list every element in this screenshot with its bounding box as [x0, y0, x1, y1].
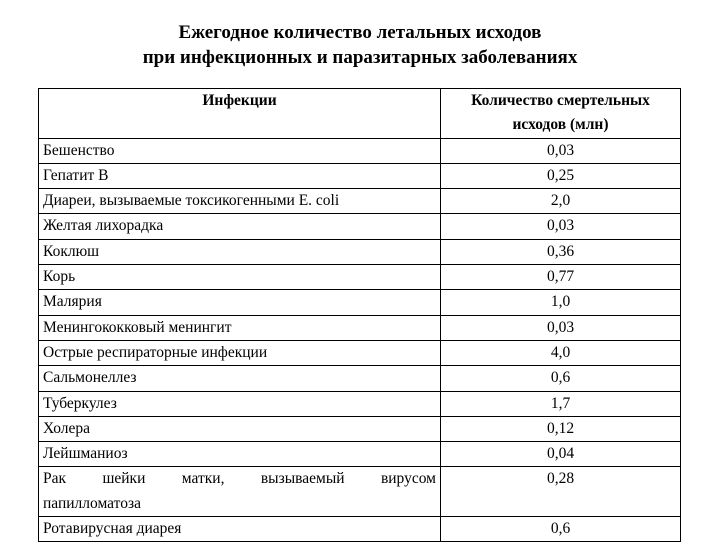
table-row [39, 315, 681, 340]
infection-name: Диареи, вызываемые токсикогенными E. coli [39, 189, 441, 214]
death-count: 1,0 [441, 290, 681, 315]
header-deaths: Количество смертельных исходов (млн) [441, 89, 681, 139]
table-row [39, 416, 681, 441]
death-count: 2,0 [441, 189, 681, 214]
infection-name-line-1: Рак шейки матки, вызываемый вирусом [43, 470, 436, 488]
table-row [39, 290, 681, 315]
infection-name: Гепатит В [39, 163, 441, 188]
death-count: 0,03 [441, 214, 681, 239]
table-row [39, 340, 681, 365]
table-row [39, 442, 681, 467]
table-row [39, 467, 681, 517]
death-count: 0,03 [441, 138, 681, 163]
infection-name: Желтая лихорадка [39, 214, 441, 239]
death-count: 0,36 [441, 239, 681, 264]
death-count: 0,04 [441, 442, 681, 467]
death-count: 0,28 [441, 467, 681, 517]
infection-name [39, 467, 441, 517]
infection-name: Туберкулез [39, 391, 441, 416]
table-row [39, 189, 681, 214]
table-header-row [39, 89, 681, 139]
death-count: 0,12 [441, 416, 681, 441]
death-count: 0,77 [441, 265, 681, 290]
table-row [39, 239, 681, 264]
infection-name: Острые респираторные инфекции [39, 340, 441, 365]
infection-name: Лейшманиоз [39, 442, 441, 467]
death-count: 0,6 [441, 366, 681, 391]
death-count: 1,7 [441, 391, 681, 416]
table-row [39, 265, 681, 290]
table-row [39, 517, 681, 542]
page-title [0, 20, 720, 70]
death-count: 0,03 [441, 315, 681, 340]
death-count: 4,0 [441, 340, 681, 365]
infection-name: Менингококковый менингит [39, 315, 441, 340]
table-row [39, 391, 681, 416]
death-count: 0,25 [441, 163, 681, 188]
infection-name-line-2: папилломатоза [43, 494, 141, 512]
death-count: 0,6 [441, 517, 681, 542]
infection-name: Малярия [39, 290, 441, 315]
infection-name: Корь [39, 265, 441, 290]
infections-table [38, 88, 681, 542]
table-row [39, 366, 681, 391]
table-row [39, 214, 681, 239]
infection-name: Сальмонеллез [39, 366, 441, 391]
infection-name: Бешенство [39, 138, 441, 163]
infection-name: Ротавирусная диарея [39, 517, 441, 542]
title-line-2: при инфекционных и паразитарных заболеваниях [142, 47, 578, 68]
table-row [39, 163, 681, 188]
header-infections: Инфекции [39, 89, 441, 139]
title-line-1: Ежегодное количество летальных исходов [178, 22, 542, 43]
infection-name: Холера [39, 416, 441, 441]
table-row [39, 138, 681, 163]
infection-name: Коклюш [39, 239, 441, 264]
